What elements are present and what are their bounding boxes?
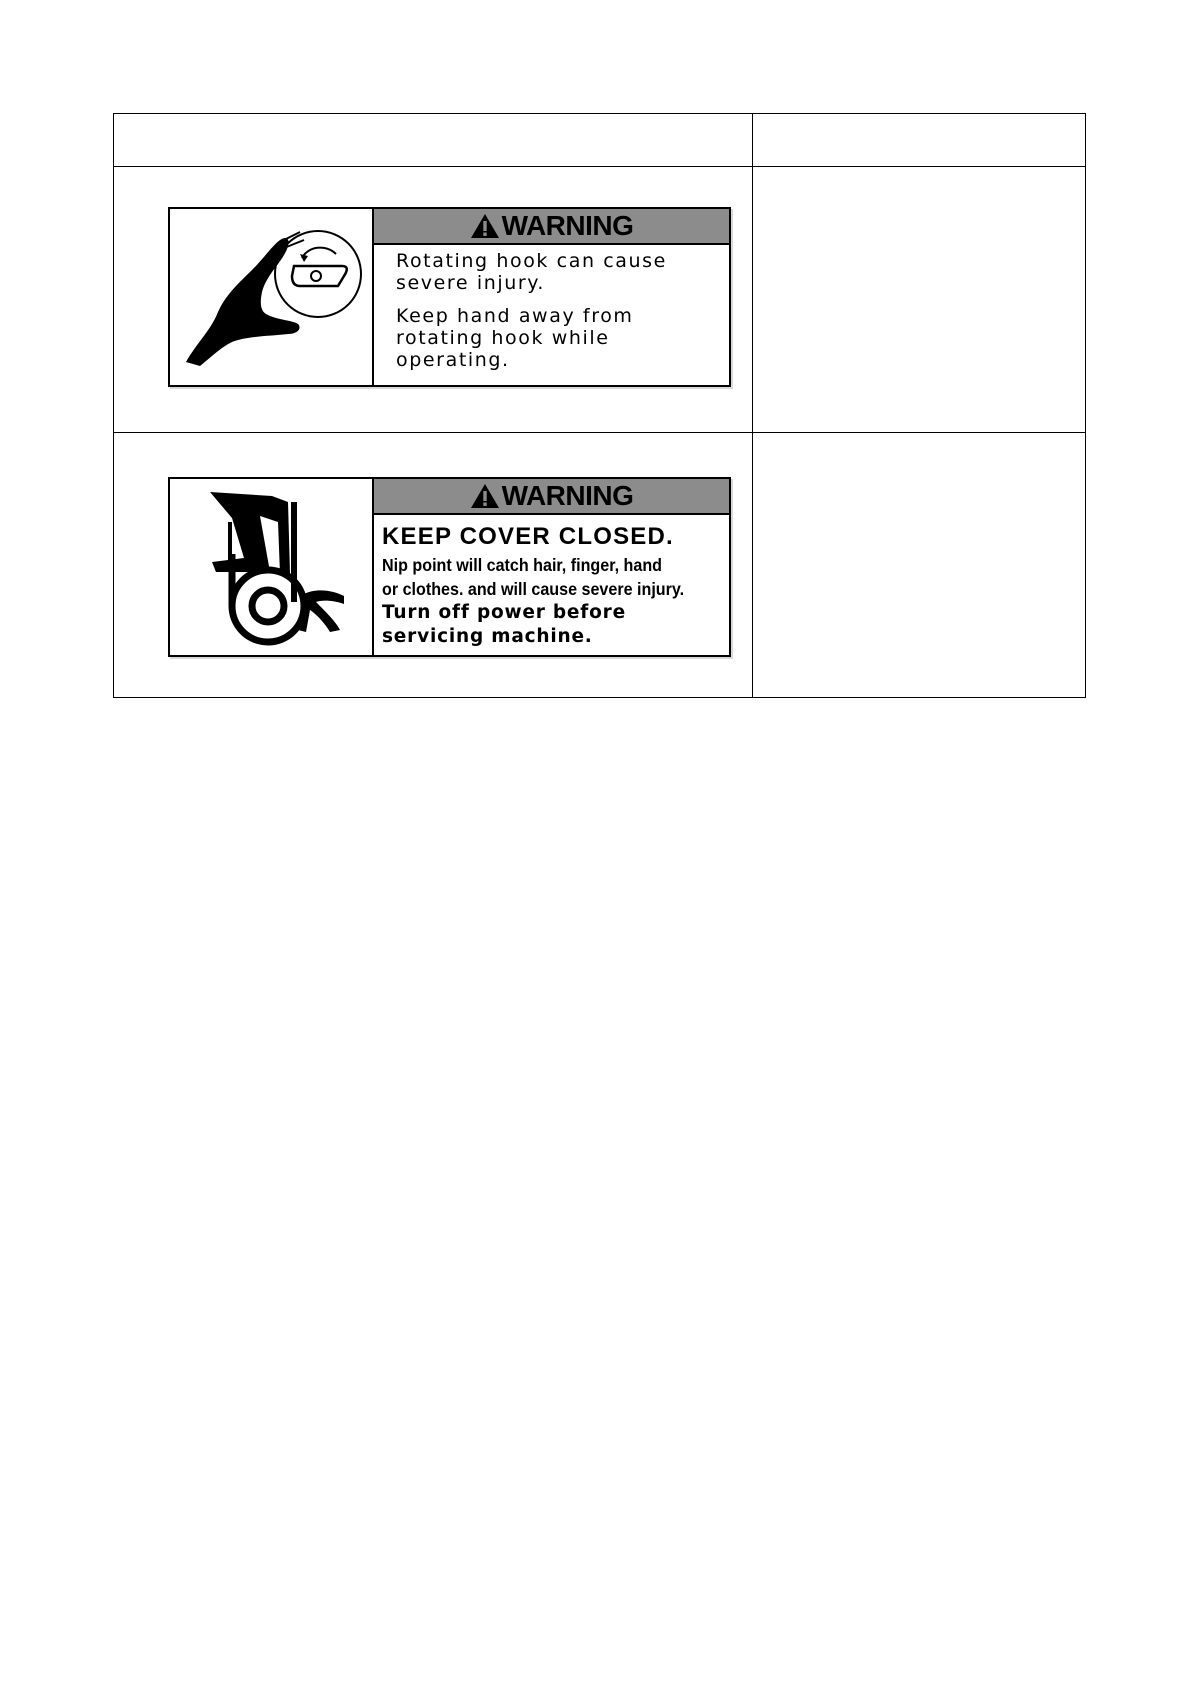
signal-word: WARNING bbox=[501, 210, 634, 241]
label-line: rotating hook while bbox=[396, 327, 610, 349]
description-cell bbox=[753, 432, 1086, 698]
label-message bbox=[374, 209, 729, 385]
alert-triangle-icon bbox=[470, 483, 500, 509]
warning-label-table bbox=[113, 113, 1086, 698]
table-row bbox=[114, 167, 1086, 433]
header-cell-1 bbox=[114, 114, 753, 167]
table-header-row bbox=[114, 114, 1086, 167]
belt-nip-point-icon bbox=[170, 479, 374, 655]
header-cell-2 bbox=[753, 114, 1086, 167]
label-line: operating. bbox=[396, 349, 510, 371]
alert-triangle-icon bbox=[470, 213, 500, 239]
label-text bbox=[374, 515, 729, 649]
warning-banner bbox=[374, 479, 729, 515]
warning-label bbox=[168, 207, 731, 387]
hand-near-rotating-hook-icon bbox=[170, 209, 374, 385]
label-body-line: or clothes. and will cause severe injury. bbox=[382, 578, 685, 599]
label-text bbox=[374, 245, 729, 382]
description-cell bbox=[753, 167, 1086, 433]
label-heading: KEEP COVER CLOSED. bbox=[382, 522, 674, 550]
label-cell bbox=[114, 167, 752, 431]
table-row bbox=[114, 432, 1086, 698]
label-line: Keep hand away from bbox=[396, 305, 634, 327]
label-line: severe injury. bbox=[396, 272, 546, 294]
label-body-line: Nip point will catch hair, finger, hand bbox=[382, 554, 662, 575]
label-instruction-line: servicing machine. bbox=[382, 625, 593, 647]
warning-label bbox=[168, 477, 731, 657]
label-line: Rotating hook can cause bbox=[396, 250, 667, 272]
signal-word: WARNING bbox=[501, 479, 634, 511]
warning-banner bbox=[374, 209, 729, 245]
label-instruction-line: Turn off power before bbox=[382, 601, 626, 623]
label-message bbox=[374, 479, 729, 655]
label-cell bbox=[114, 433, 752, 697]
